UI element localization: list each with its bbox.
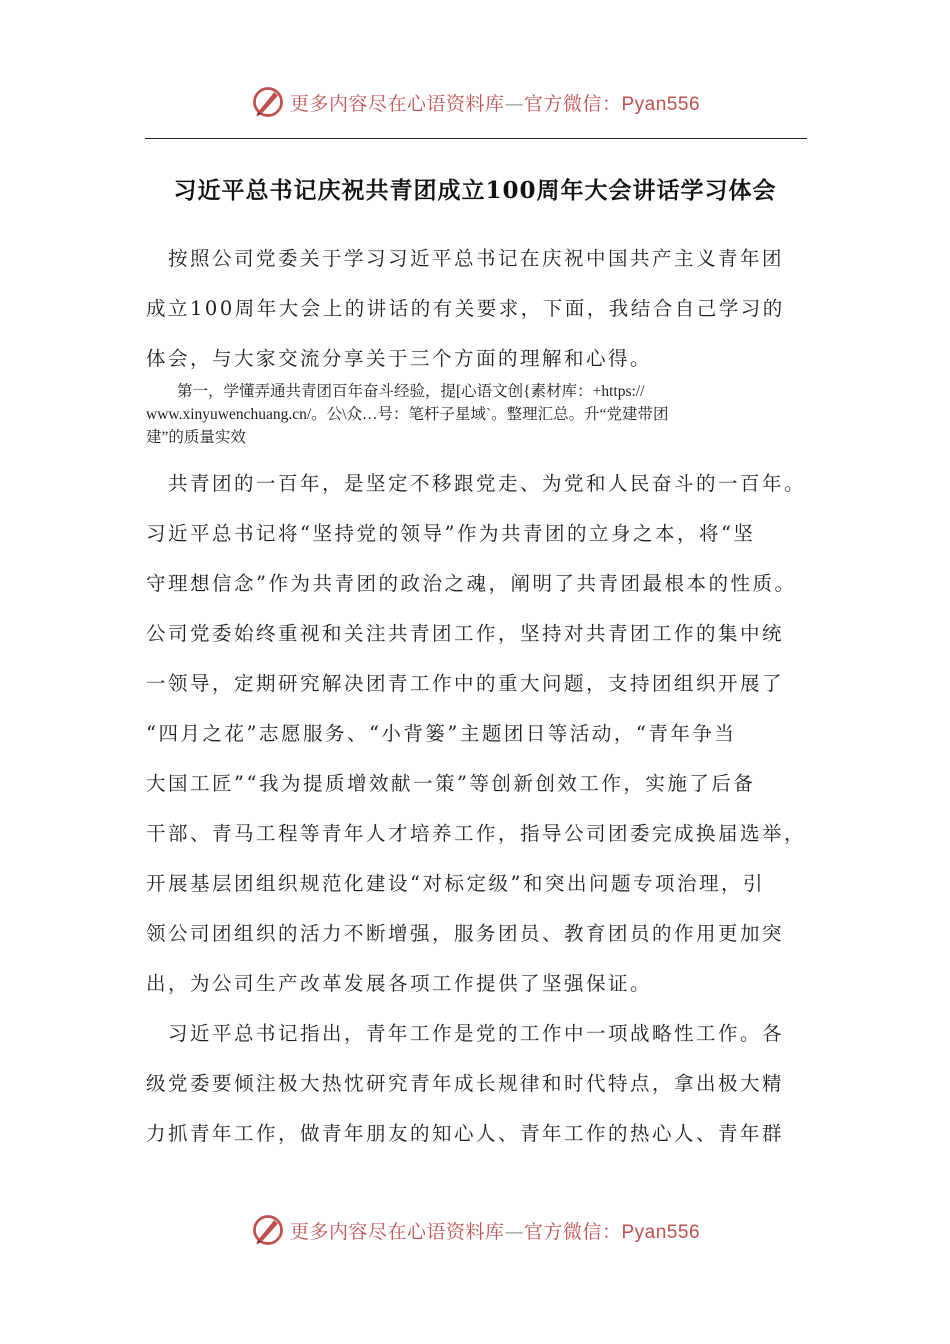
body-line: 级党委要倾注极大热忱研究青年成长规律和时代特点，拿出极大精 <box>146 1072 785 1095</box>
subheading-line: www.xinyuwenchuang.cn/。公\众…号：笔杆子星域`。整理汇总。升“党建带团 <box>146 406 669 423</box>
header-watermark-banner <box>0 82 950 122</box>
banner-official-text: 官方微信： <box>523 92 622 115</box>
pen-logo-icon <box>250 1212 286 1248</box>
intro-line: 成立100周年大会上的讲话的有关要求，下面，我结合自己学习的 <box>146 297 785 320</box>
body-line: 习近平总书记指出，青年工作是党的工作中一项战略性工作。各 <box>146 1022 785 1045</box>
body-line: 开展基层团组织规范化建设“对标定级”和突出问题专项治理，引 <box>146 872 765 895</box>
body-line: 出，为公司生产改革发展各项工作提供了坚强保证。 <box>146 972 653 995</box>
banner-text <box>290 1217 700 1244</box>
banner-dash: — <box>504 92 524 115</box>
banner-main-text: 更多内容尽在心语资料库 <box>289 1220 505 1243</box>
body-line: 领公司团组织的活力不断增强，服务团员、教育团员的作用更加突 <box>146 922 785 945</box>
banner-official-text: 官方微信： <box>523 1220 622 1243</box>
body-line: 公司党委始终重视和关注共青团工作，坚持对共青团工作的集中统 <box>146 622 785 645</box>
body-line: 共青团的一百年，是坚定不移跟党走、为党和人民奋斗的一百年。 <box>146 472 807 495</box>
footer-watermark-banner <box>0 1210 950 1250</box>
banner-wechat-id: Pyan556 <box>621 93 701 115</box>
body-line: 大国工匠”“我为提质增效献一策”等创新创效工作，实施了后备 <box>146 772 756 795</box>
body-line: 习近平总书记将“坚持党的领导”作为共青团的立身之本，将“坚 <box>146 522 756 545</box>
header-divider <box>145 138 807 139</box>
document-title: 习近平总书记庆祝共青团成立100周年大会讲话学习体会 <box>173 177 777 204</box>
banner-dash: — <box>504 1220 524 1243</box>
subheading-line: 建”的质量实效 <box>146 429 246 446</box>
body-line: 守理想信念”作为共青团的政治之魂，阐明了共青团最根本的性质。 <box>146 572 797 595</box>
body-line: 干部、青马工程等青年人才培养工作，指导公司团委完成换届选举， <box>146 822 807 845</box>
body-line: “四月之花”志愿服务、“小背篓”主题团日等活动，“青年争当 <box>146 722 737 745</box>
banner-wechat-id: Pyan556 <box>621 1221 701 1243</box>
intro-line: 按照公司党委关于学习习近平总书记在庆祝中国共产主义青年团 <box>146 247 785 270</box>
banner-main-text: 更多内容尽在心语资料库 <box>289 92 505 115</box>
body-line: 力抓青年工作，做青年朋友的知心人、青年工作的热心人、青年群 <box>146 1122 785 1145</box>
body-line: 一领导，定期研究解决团青工作中的重大问题，支持团组织开展了 <box>146 672 785 695</box>
banner-text <box>290 89 700 116</box>
intro-line: 体会，与大家交流分享关于三个方面的理解和心得。 <box>146 347 653 370</box>
section-subheading <box>146 380 806 449</box>
subheading-line: 第一，学懂弄通共青团百年奋斗经验，提[心语文创{素材库：+https:// <box>146 383 645 400</box>
pen-logo-icon <box>250 84 286 120</box>
